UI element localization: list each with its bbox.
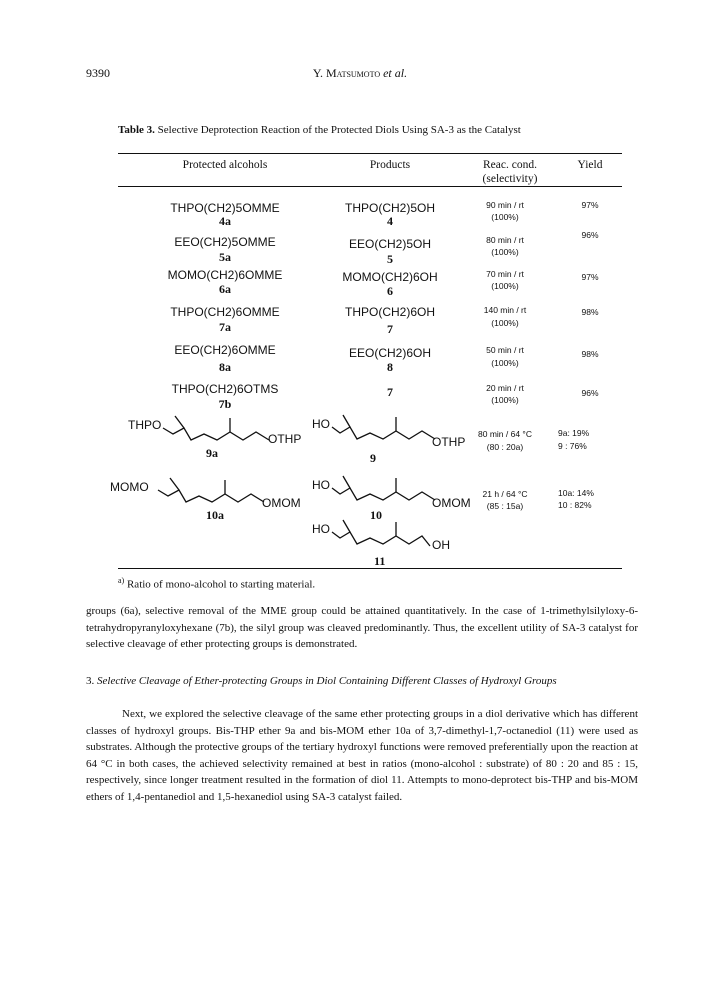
structure-9-left-group: HO	[312, 417, 330, 431]
table-cell-product-id: 7	[387, 385, 393, 399]
table-title: Selective Deprotection Reaction of the Protected Diols Using SA-3 as the Catalyst	[157, 124, 521, 136]
table-cell-protected-id: 8a	[219, 360, 231, 374]
table-cell-yield: 96%	[581, 230, 599, 240]
structure-10a-right-group: OMOM	[262, 496, 301, 510]
row10-conditions: 21 h / 64 °C	[482, 489, 528, 499]
col-header-products: Products	[369, 159, 411, 171]
structure-9-right-group: OTHP	[432, 435, 466, 449]
running-head-etal: et al.	[383, 66, 408, 80]
structure-9a	[128, 410, 328, 463]
body-paragraph-1	[86, 603, 638, 653]
table-cell-yield: 96%	[581, 388, 599, 398]
body-paragraph-2	[86, 706, 638, 805]
table-cell-protected-id: 5a	[219, 250, 231, 264]
table-cell-product: EEO(CH2)6OH	[348, 346, 431, 360]
table-cell-product: EEO(CH2)5OH	[348, 237, 431, 251]
table-cell-conditions: 50 min / rt	[486, 345, 524, 355]
structure-10a-id: 10a	[206, 508, 224, 522]
structure-9a-left-group: THPO	[128, 418, 162, 432]
structure-11	[312, 518, 472, 571]
table-caption	[118, 124, 521, 136]
structure-11-id: 11	[374, 554, 386, 568]
col-header-conditions	[460, 158, 560, 186]
table-cell-selectivity: (100%)	[491, 212, 519, 222]
table-cell-conditions: 90 min / rt	[486, 200, 524, 210]
table-cell-conditions: 20 min / rt	[486, 383, 524, 393]
col-header-cond-line1: Reac. cond.	[483, 159, 537, 171]
table-top-rule	[118, 153, 622, 154]
paragraph-text: Next, we explored the selective cleavage of the same ether protecting groups in a diol derivative which has different classes of hydroxyl groups. Bis-THP ether 9a and bis-MOM ether 10a of 3,7-dimethyl-1,7-octanediol (11) were used as substrates. Although the protective groups of the tertiary hydroxyl functions were removed preferentially upon the reaction at 64 °C in both cases, the achieved selectivity remained at best in ratios (mono-alcohol : substrate) of 80 : 20 and 85 : 15, respectively, since longer treatment resulted in the formation of diol 11. Attempts to mono-deprotect bis-THP and bis-MOM ethers of 1,4-pentanediol and 1,5-hexanediol using SA-3 catalyst failed.	[86, 708, 638, 803]
table-cell-protected: EEO(CH2)6OMME	[174, 343, 276, 357]
structure-11-left-group: HO	[312, 522, 330, 536]
structure-10-id: 10	[370, 508, 382, 522]
structure-9a-id: 9a	[206, 446, 218, 460]
section-number: 3.	[86, 675, 95, 687]
col-header-yield: Yield	[577, 159, 603, 171]
table-bottom-rule	[118, 568, 622, 569]
structure-9a-right-group: OTHP	[268, 432, 302, 446]
table-cell-conditions: 80 min / rt	[486, 235, 524, 245]
table-cell-yield: 97%	[581, 200, 599, 210]
row9-conditions: 80 min / 64 °C	[478, 429, 532, 439]
table-cell-selectivity: (100%)	[491, 247, 519, 257]
row10-yield-10: 10 : 82%	[558, 500, 592, 510]
structure-10a-left-group: MOMO	[110, 480, 149, 494]
table-cell-conditions: 140 min / rt	[483, 305, 527, 315]
structure-9-id: 9	[370, 451, 376, 465]
structure-10-right-group: OMOM	[432, 496, 471, 510]
table-cell-protected-id: 7b	[218, 397, 232, 411]
table-cell-product: MOMO(CH2)6OH	[342, 270, 438, 284]
table-cell-protected-id: 4a	[219, 214, 231, 228]
table-cell-product: THPO(CH2)5OH	[344, 201, 435, 215]
table-header-rule	[118, 186, 622, 187]
section-title: Selective Cleavage of Ether-protecting Groups in Diol Containing Different Classes of Hydroxyl Groups	[97, 675, 557, 687]
table-cell-protected-id: 6a	[219, 282, 231, 296]
table-cell-product-id: 8	[387, 360, 393, 374]
row10-selectivity: (85 : 15a)	[486, 501, 524, 511]
running-head-author: Y. Matsumoto	[312, 66, 381, 80]
table-cell-conditions: 70 min / rt	[486, 269, 524, 279]
page-number: 9390	[86, 66, 110, 80]
structure-10a	[110, 472, 330, 525]
table-cell-selectivity: (100%)	[491, 358, 519, 368]
table-cell-protected: MOMO(CH2)6OMME	[167, 268, 283, 282]
table-cell-protected-id: 7a	[219, 320, 231, 334]
running-head	[0, 66, 720, 81]
table-cell-yield: 98%	[581, 349, 599, 359]
col-header-cond-line2: (selectivity)	[482, 173, 538, 185]
row9-yield-9a: 9a: 19%	[558, 428, 590, 438]
footnote-text: Ratio of mono-alcohol to starting material.	[126, 578, 316, 591]
table-cell-protected: EEO(CH2)5OMME	[174, 235, 276, 249]
paragraph-text: groups (6a), selective removal of the MME group could be attained quantitatively. In the case of 1-trimethylsilyloxy-6-tetrahydropyranyloxyhexane (7b), the silyl group was cleaved predominantly. Thus, the excellent utility of SA-3 catalyst for selective cleavage of ether protecting groups is demonstrated.	[86, 605, 638, 650]
table-cell-protected: THPO(CH2)6OTMS	[171, 382, 279, 396]
table-cell-product: THPO(CH2)6OH	[344, 305, 435, 319]
table-cell-yield: 97%	[581, 272, 599, 282]
structure-10-left-group: HO	[312, 478, 330, 492]
row9-yield-9: 9 : 76%	[558, 441, 587, 451]
table-cell-product-id: 5	[387, 252, 393, 266]
table-cell-selectivity: (100%)	[491, 318, 519, 328]
footnote-mark: a)	[118, 576, 125, 585]
table-cell-selectivity: (100%)	[491, 281, 519, 291]
section-heading	[86, 673, 638, 690]
structure-9	[312, 413, 482, 466]
table-cell-product-id: 4	[387, 214, 393, 228]
table-cell-selectivity: (100%)	[491, 395, 519, 405]
table-cell-product-id: 7	[387, 322, 393, 336]
table-cell-protected: THPO(CH2)6OMME	[170, 305, 280, 319]
table-cell-yield: 98%	[581, 307, 599, 317]
table-cell-protected: THPO(CH2)5OMME	[170, 201, 280, 215]
row10-yield-10a: 10a: 14%	[558, 488, 594, 498]
col-header-protected: Protected alcohols	[182, 159, 268, 171]
table-cell-product-id: 6	[387, 284, 393, 298]
table-label: Table 3.	[118, 124, 155, 136]
row9-selectivity: (80 : 20a)	[486, 442, 524, 452]
structure-11-right-group: OH	[432, 538, 450, 552]
table-footnote	[118, 576, 315, 591]
